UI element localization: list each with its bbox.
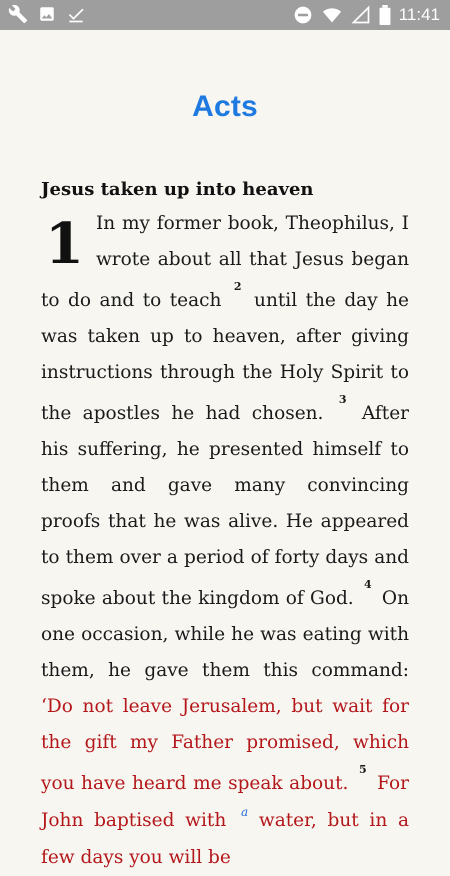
status-bar bbox=[0, 0, 450, 30]
do-not-disturb-icon bbox=[293, 5, 313, 25]
verse-2: until the day he was taken up to heaven, after giving instructions through the Holy Spirit to the apostles he had chosen. bbox=[41, 290, 409, 425]
section-heading: Jesus taken up into heaven bbox=[41, 179, 314, 200]
book-title: Acts bbox=[192, 90, 258, 123]
verse-number-3: 3 bbox=[338, 393, 347, 407]
wifi-icon bbox=[321, 5, 343, 25]
verse-5-continuation: water, but in a few days you will be bbox=[41, 809, 409, 868]
verse-5-words-of-jesus: For John baptised with bbox=[41, 773, 409, 831]
image-icon bbox=[38, 5, 56, 23]
checkmark-icon bbox=[66, 4, 86, 24]
verse-1: In my former book, Theophilus, I wrote about all that Jesus began to do and to teach bbox=[41, 213, 409, 312]
verse-number-4: 4 bbox=[363, 578, 372, 592]
signal-icon bbox=[351, 5, 371, 25]
footnote-marker[interactable]: a bbox=[240, 804, 249, 819]
wrench-icon bbox=[8, 4, 28, 24]
verse-number-2: 2 bbox=[233, 280, 242, 293]
chapter-number: 1 bbox=[45, 211, 84, 277]
reader-content[interactable] bbox=[0, 30, 450, 868]
verse-4-narration: On one occasion, while he was eating with them, he gave them this command: bbox=[41, 588, 409, 682]
status-time: 11:41 bbox=[398, 5, 440, 24]
verse-number-5: 5 bbox=[358, 763, 367, 777]
verse-4-words-of-jesus: ‘Do not leave Jerusalem, but wait for the gift my Father promised, which you have heard me speak about. bbox=[41, 696, 409, 795]
scripture-text[interactable] bbox=[41, 206, 409, 876]
battery-icon bbox=[379, 5, 391, 25]
verse-3: After his suffering, he presented himself to them and gave many convincing proofs that he was alive. He appeared to them over a period of forty days and spoke about the kingdom of God. bbox=[41, 403, 409, 610]
